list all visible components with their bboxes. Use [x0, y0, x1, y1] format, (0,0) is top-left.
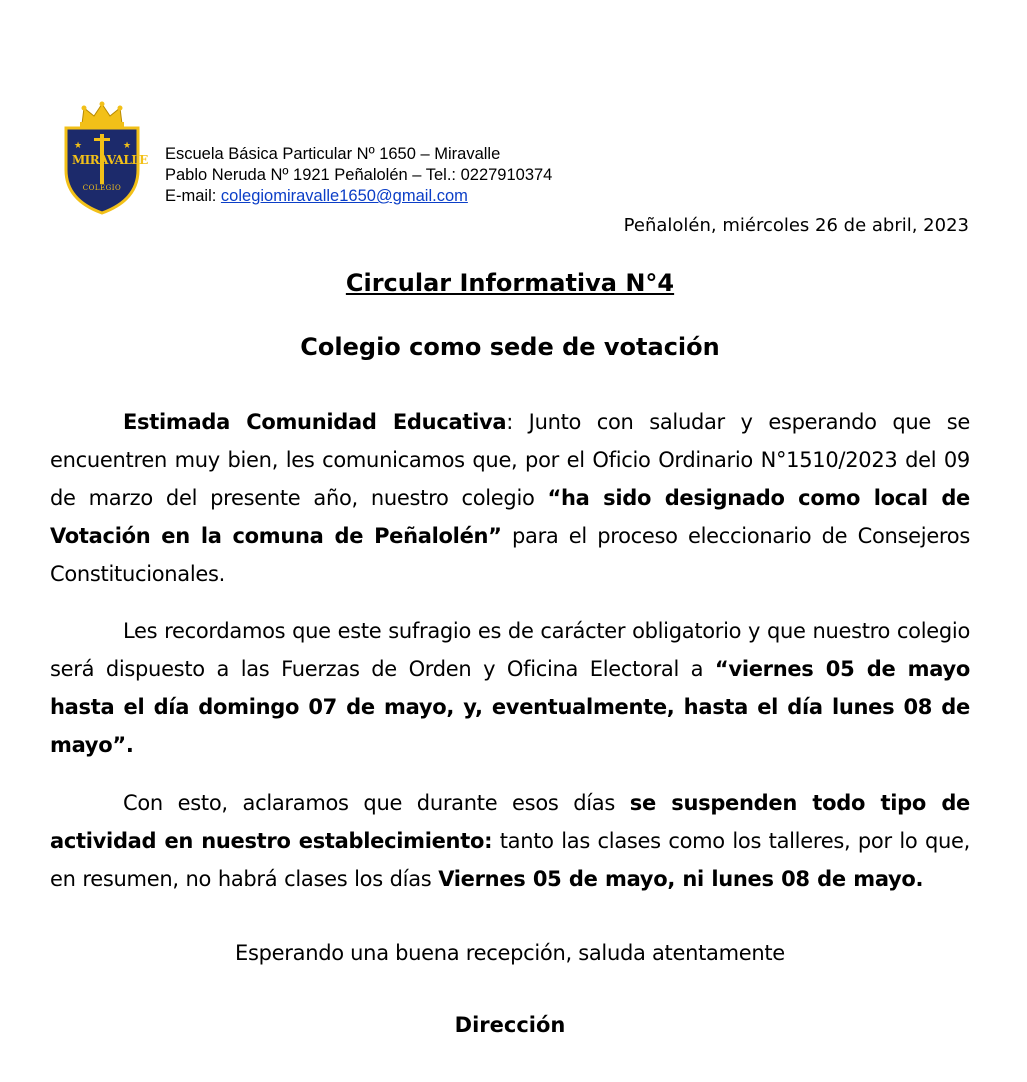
svg-text:★: ★ — [123, 141, 132, 151]
closing-line: Esperando una buena recepción, saluda atentamente — [235, 941, 785, 965]
crest-brand-text: MIRAVALLE — [72, 153, 148, 167]
school-email-line — [165, 186, 552, 207]
no-class-days-bold: Viernes 05 de mayo, ni lunes 08 de mayo. — [438, 867, 924, 891]
suspension-bold: se suspenden todo tipo de actividad en nuestro establecimiento: — [50, 791, 970, 853]
paragraph-2-text-a: Les recordamos que este sufragio es de carácter obligatorio y que nuestro colegio será dispuesto a las Fuerzas de Orden y Oficina Electoral a — [50, 619, 970, 681]
circular-subtitle: Colegio como sede de votación — [300, 333, 720, 361]
paragraph-1-text-b: para el proceso eleccionario de Consejeros Constitucionales. — [50, 524, 970, 586]
circular-title: Circular Informativa N°4 — [345, 269, 675, 297]
paragraph-1 — [50, 403, 970, 593]
school-crest-logo — [60, 100, 148, 216]
email-label: E-mail: — [165, 187, 221, 205]
email-link[interactable]: colegiomiravalle1650@gmail.com — [220, 187, 468, 205]
paragraph-3-text-b: tanto las clases como los talleres, por lo que, en resumen, no habrá clases los días — [50, 829, 970, 891]
paragraph-3 — [50, 784, 970, 898]
greeting-bold: Estimada Comunidad Educativa — [123, 410, 507, 434]
paragraph-2 — [50, 612, 970, 764]
crest-sub-text: COLEGIO — [82, 184, 122, 192]
school-header — [165, 144, 552, 207]
school-name-line: Escuela Básica Particular Nº 1650 – Miravalle — [165, 145, 501, 163]
paragraph-3-text-a: Con esto, aclaramos que durante esos días — [123, 791, 630, 815]
paragraph-1-text-a: : Junto con saludar y esperando que se encuentren muy bien, les comunicamos que, por el Oficio Ordinario N°1510/2023 del 09 de marzo del presente año, nuestro colegio — [50, 410, 970, 510]
signature: Dirección — [454, 1013, 566, 1037]
svg-text:★: ★ — [74, 141, 83, 151]
designation-quote: “ha sido designado como local de Votación en la comuna de Peñalolén” — [50, 486, 970, 548]
document-date: Peñalolén, miércoles 26 de abril, 2023 — [623, 215, 969, 236]
school-address-line: Pablo Neruda Nº 1921 Peñalolén – Tel.: 0227910374 — [165, 166, 553, 184]
voting-dates-bold: “viernes 05 de mayo hasta el día domingo 07 de mayo, y, eventualmente, hasta el día lunes 08 de mayo”. — [50, 657, 970, 757]
